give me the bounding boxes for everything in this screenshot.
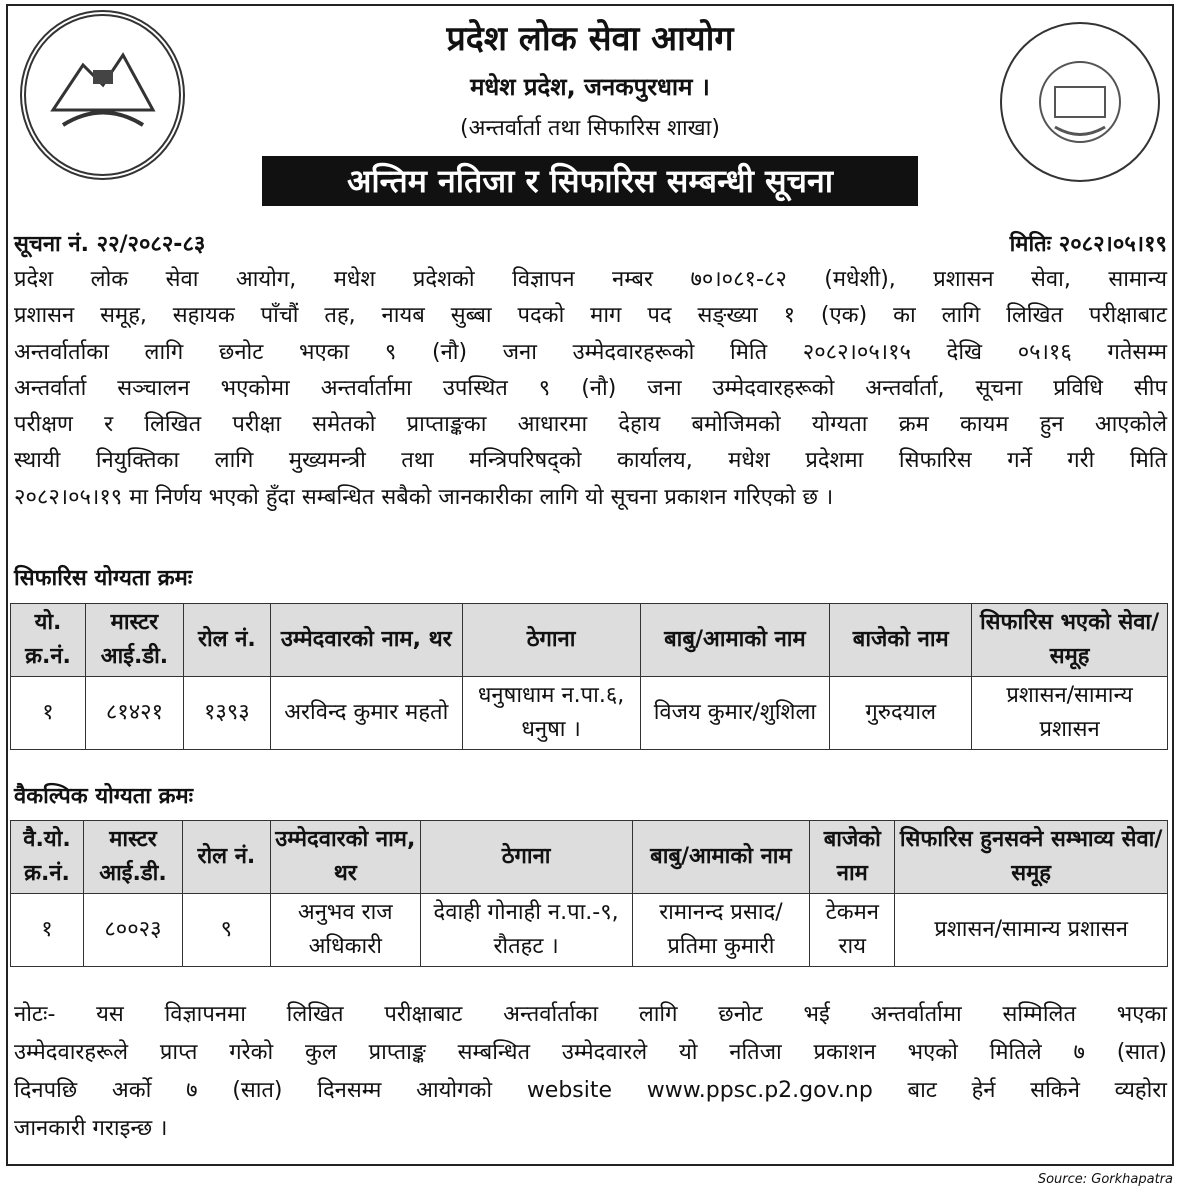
table-cell: ९: [182, 894, 270, 967]
body-line: अन्तर्वार्ताका लागि छनोट भएका ९ (नौ) जना उम्मेदवारहरूको मिति २०८२।०५।१५ देखि ०५।१६ गतेसम्म: [14, 339, 1167, 365]
column-header: बाबु/आमाको नाम: [640, 604, 830, 677]
column-header: यो. क्र.नं.: [11, 604, 86, 677]
table-cell: अरविन्द कुमार महतो: [270, 677, 462, 750]
recommended-heading: सिफारिस योग्यता क्रमः: [14, 566, 193, 591]
table-header-row: [11, 821, 1168, 894]
body-line: प्रदेश लोक सेवा आयोग, मधेश प्रदेशको विज्ञापन नम्बर ७०।०८१-८२ (मधेशी), प्रशासन सेवा, सामान्य: [14, 267, 1167, 292]
organization-title: प्रदेश लोक सेवा आयोग: [446, 19, 734, 59]
note-line: जानकारी गराइन्छ ।: [14, 1116, 168, 1141]
column-header: रोल नं.: [182, 821, 270, 894]
column-header: मास्टर आई.डी.: [83, 821, 182, 894]
note-line: नोटः- यस विज्ञापनमा लिखित परीक्षाबाट अन्तर्वार्ताका लागि छनोट भई अन्तर्वार्तामा सम्मिलित भएका: [14, 1002, 1168, 1027]
column-header: वै.यो. क्र.नं.: [11, 821, 84, 894]
table-cell: रामानन्द प्रसाद/ प्रतिमा कुमारी: [632, 894, 810, 967]
table-cell: गुरुदयाल: [830, 677, 972, 750]
table-cell: देवाही गोनाही न.पा.-९, रौतहट ।: [420, 894, 632, 967]
body-line: प्रशासन समूह, सहायक पाँचौं तह, नायब सुब्बा पदको माग पद सङ्ख्या १ (एक) का लागि लिखित परीक्षाबाट: [14, 303, 1167, 329]
nepal-emblem-logo: [20, 10, 185, 180]
table-cell: विजय कुमार/शुशिला: [640, 677, 830, 750]
recommended-table: [10, 603, 1168, 750]
column-header: सिफारिस हुनसक्ने सम्भाव्य सेवा/समूह: [895, 821, 1168, 894]
branch-name: (अन्तर्वार्ता तथा सिफारिस शाखा): [460, 116, 720, 141]
note-section: [14, 996, 1167, 1148]
table-row: [11, 894, 1168, 967]
notice-number: सूचना नं. २२/२०८२-८३: [14, 232, 206, 257]
column-header: उम्मेदवारको नाम, थर: [270, 604, 462, 677]
body-line: २०८२।०५।१९ मा निर्णय भएको हुँदा सम्बन्धित सबैको जानकारीका लागि यो सूचना प्रकाशन गरिएको छ ।: [14, 484, 834, 510]
column-header: बाजेको नाम: [830, 604, 972, 677]
column-header: मास्टर आई.डी.: [85, 604, 183, 677]
table-cell: प्रशासन/सामान्य प्रशासन: [972, 677, 1168, 750]
body-line: स्थायी नियुक्तिका लागि मुख्यमन्त्री तथा मन्त्रिपरिषद्को कार्यालय, मधेश प्रदेशमा सिफारिस गर्ने गरी मिति: [14, 448, 1167, 474]
source-credit: Source: Gorkhapatra: [1037, 1172, 1173, 1187]
table-cell: प्रशासन/सामान्य प्रशासन: [895, 894, 1168, 967]
column-header: ठेगाना: [420, 821, 632, 894]
notice-body: [14, 262, 1167, 516]
table-cell: टेकमन राय: [810, 894, 895, 967]
table-header-row: [11, 604, 1168, 677]
column-header: रोल नं.: [183, 604, 270, 677]
table-cell: १: [11, 894, 84, 967]
body-line: परीक्षण र लिखित परीक्षा समेतको प्राप्ताङ्कका आधारमा देहाय बमोजिमको योग्यता क्रम कायम हुन आएकोले: [14, 412, 1167, 438]
table-cell: अनुभव राज अधिकारी: [270, 894, 420, 967]
table-cell: ८१४२१: [85, 677, 183, 750]
table-cell: १: [11, 677, 86, 750]
column-header: ठेगाना: [462, 604, 640, 677]
commission-seal-logo: [1000, 22, 1160, 182]
table-cell: धनुषाधाम न.पा.६, धनुषा ।: [462, 677, 640, 750]
table-cell: ८००२३: [83, 894, 182, 967]
column-header: बाजेको नाम: [810, 821, 895, 894]
note-line: उम्मेदवारहरूले प्राप्त गरेको कुल प्राप्ताङ्क सम्बन्धित उम्मेदवारले यो नतिजा प्रकाशन भएको मितिले ७ (सात): [14, 1040, 1167, 1065]
table-cell: १३९३: [183, 677, 270, 750]
note-line: दिनपछि अर्को ७ (सात) दिनसम्म आयोगको website www.ppsc.p2.gov.np बाट हेर्न सकिने व्यहोरा: [14, 1078, 1167, 1103]
column-header: सिफारिस भएको सेवा/समूह: [972, 604, 1168, 677]
alternate-heading: वैकल्पिक योग्यता क्रमः: [14, 784, 194, 809]
body-line: अन्तर्वार्ता सञ्चालन भएकोमा अन्तर्वार्तामा उपस्थित ९ (नौ) जना उम्मेदवारहरूको अन्तर्वार्ता, सूचना प्रविधि सीप: [14, 375, 1167, 401]
notice-date: मितिः २०८२।०५।१९: [1009, 232, 1167, 257]
table-row: [11, 677, 1168, 750]
organization-location: मधेश प्रदेश, जनकपुरधाम ।: [470, 73, 710, 101]
alternate-table: [10, 820, 1168, 967]
column-header: उम्मेदवारको नाम, थर: [270, 821, 420, 894]
column-header: बाबु/आमाको नाम: [632, 821, 810, 894]
notice-banner: अन्तिम नतिजा र सिफारिस सम्बन्धी सूचना: [262, 156, 918, 206]
